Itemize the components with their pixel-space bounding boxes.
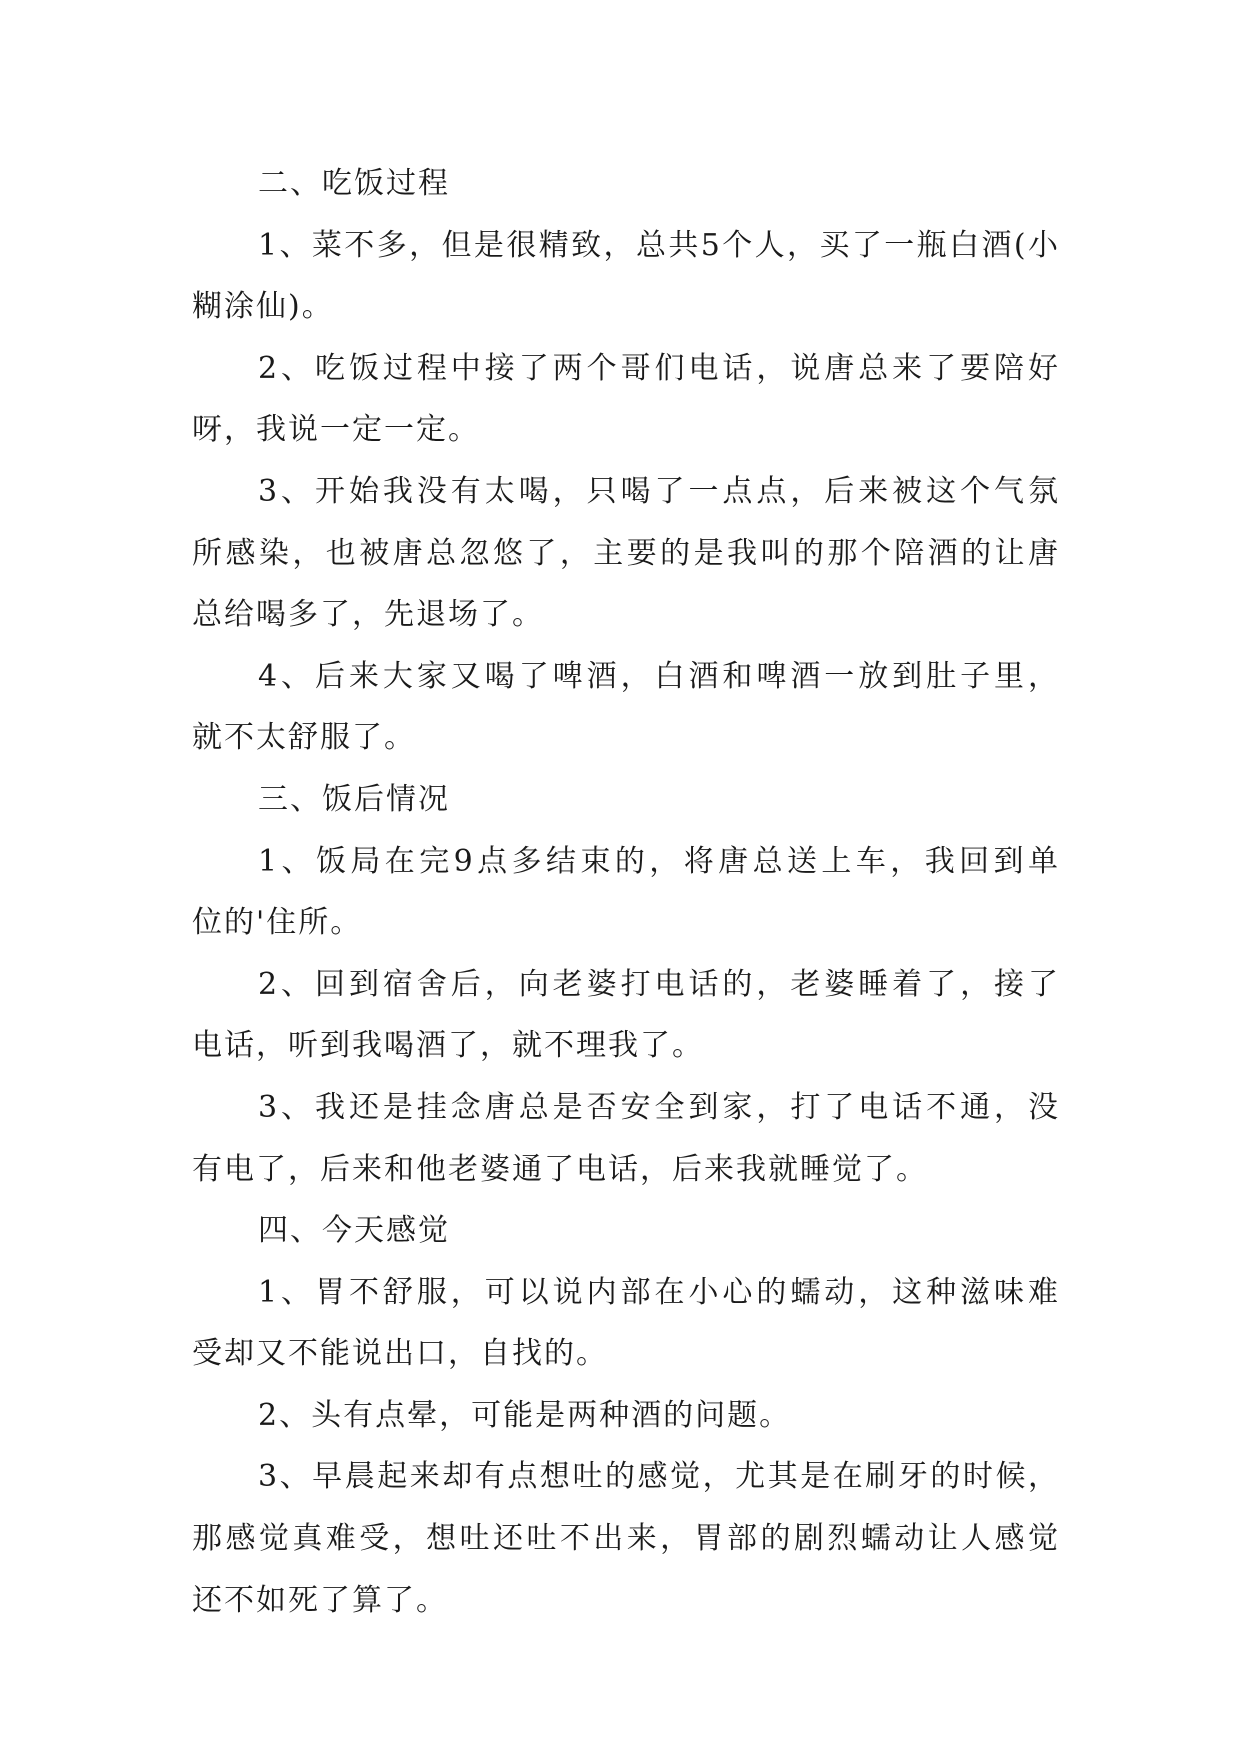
paragraph	[192, 215, 1060, 338]
paragraph	[192, 461, 1060, 646]
paragraph-line: 3、早晨起来却有点想吐的感觉，尤其是在刷牙的时候，	[258, 1459, 1060, 1495]
paragraph-line: 2、吃饭过程中接了两个哥们电话，说唐总来了要陪好	[258, 350, 1060, 386]
paragraph-line: 受却又不能说出口，自找的。	[192, 1336, 608, 1372]
paragraph-line: 1、饭局在完9点多结束的，将唐总送上车，我回到单	[258, 843, 1060, 879]
paragraph	[192, 646, 1060, 769]
paragraph-line: 2、回到宿舍后，向老婆打电话的，老婆睡着了，接了	[258, 966, 1060, 1002]
paragraph-line: 总给喝多了，先退场了。	[192, 597, 544, 633]
paragraph-line: 所感染，也被唐总忽悠了，主要的是我叫的那个陪酒的让唐	[192, 535, 1060, 571]
paragraph-line: 3、我还是挂念唐总是否安全到家，打了电话不通，没	[258, 1089, 1060, 1125]
paragraph-line: 3、开始我没有太喝，只喝了一点点，后来被这个气氛	[258, 473, 1060, 509]
paragraph-line: 1、菜不多，但是很精致，总共5个人，买了一瓶白酒(小	[258, 227, 1060, 263]
paragraph-line: 1、胃不舒服，可以说内部在小心的蠕动，这种滋味难	[258, 1274, 1060, 1310]
paragraph-line: 就不太舒服了。	[192, 720, 416, 756]
paragraph-line: 糊涂仙)。	[192, 289, 334, 325]
paragraph-line: 2、头有点晕，可能是两种酒的问题。	[258, 1397, 792, 1433]
document-body	[192, 153, 1060, 1631]
section-heading	[192, 769, 1060, 831]
paragraph	[192, 1262, 1060, 1385]
paragraph-line: 呀，我说一定一定。	[192, 412, 480, 448]
paragraph	[192, 1385, 1060, 1447]
paragraph	[192, 338, 1060, 461]
paragraph-line: 有电了，后来和他老婆通了电话，后来我就睡觉了。	[192, 1151, 928, 1187]
section-heading	[192, 1200, 1060, 1262]
paragraph	[192, 831, 1060, 954]
paragraph-line: 电话，听到我喝酒了，就不理我了。	[192, 1028, 704, 1064]
heading-line: 四、今天感觉	[258, 1213, 450, 1249]
paragraph-line: 那感觉真难受，想吐还吐不出来，胃部的剧烈蠕动让人感觉	[192, 1521, 1060, 1557]
section-heading	[192, 153, 1060, 215]
paragraph-line: 位的'住所。	[192, 905, 363, 941]
heading-line: 二、吃饭过程	[258, 166, 450, 201]
paragraph	[192, 1446, 1060, 1631]
paragraph	[192, 1077, 1060, 1200]
heading-line: 三、饭后情况	[258, 781, 450, 817]
paragraph	[192, 954, 1060, 1077]
paragraph-line: 还不如死了算了。	[192, 1582, 448, 1618]
paragraph-line: 4、后来大家又喝了啤酒，白酒和啤酒一放到肚子里，	[258, 658, 1060, 694]
